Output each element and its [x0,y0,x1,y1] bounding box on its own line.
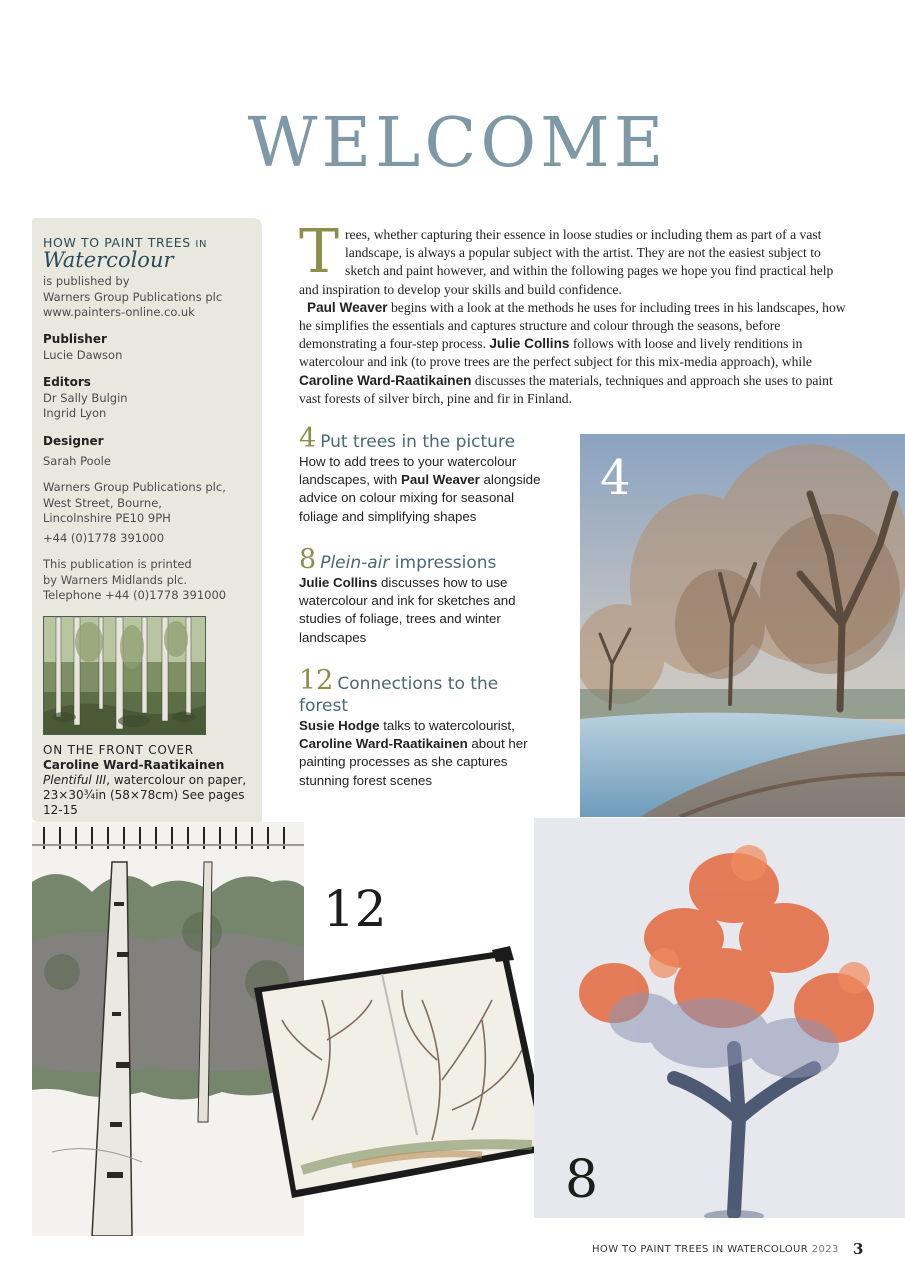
publisher-company: Warners Group Publications plc [43,289,223,304]
footer-year: 2023 [811,1244,839,1255]
intro-text-2a: begins with a look at the methods he uses for including trees in his landscapes, how he simplifies the essentials and captures structure and colour through the seasons, before demonstrating a four-step process. [299,299,846,352]
entry-desc-text: How to add trees to your watercolour landscapes, with [299,454,517,488]
contents-entry[interactable] [299,423,549,526]
address-line: Lincolnshire PE10 9PH [43,511,171,525]
contents-entry[interactable] [299,665,549,790]
intro-name: Paul Weaver [307,299,388,315]
cover-title: Plentiful III [43,773,107,787]
page-number-label: 8 [565,1150,599,1210]
magazine-title-script: Watercolour [43,248,174,272]
printer-phone: Telephone +44 (0)1778 391000 [43,588,227,602]
page-number-label: 4 [600,450,631,506]
cover-caption [43,743,253,818]
entry-desc-text: talks to watercolourist, [379,718,515,733]
entry-desc-name: Susie Hodge [299,718,380,733]
entry-desc-name: Julie Collins [299,575,378,590]
cover-details [43,773,253,818]
editor-name: Dr Sally Bulgin [43,390,128,405]
intro-paragraph-2 [299,299,855,408]
entry-description [299,574,549,647]
printer-info: by Warners Midlands plc. [43,572,188,587]
front-cover-thumbnail [43,616,206,735]
entry-page-number: 8 [299,544,317,575]
masthead-sidebar [32,218,262,822]
entry-title: Connections to the forest [299,674,499,716]
publisher-label: Publisher [43,332,107,346]
printer-info: This publication is printed [43,557,192,571]
website-link[interactable]: www.painters-online.co.uk [43,305,195,319]
page-number-label: 12 [323,880,387,938]
contents-entry[interactable] [299,544,549,647]
running-footer [592,1244,839,1255]
magazine-title-in: IN [195,239,208,250]
editors-label: Editors [43,375,91,389]
footer-title: HOW TO PAINT TREES IN WATERCOLOUR [592,1244,809,1255]
intro-text-1: rees, whether capturing their essence in loose studies or including them as part of a vast landscape, is always a popular subject with the artist. They are not the easiest subject to sketch and paint however, and within the following pages we hope you find practical help and inspiration to develop your skills and build confidence. [299,227,834,297]
entry-page-number: 12 [299,665,334,696]
cover-label: ON THE FRONT COVER [43,743,194,757]
entry-description [299,717,549,790]
drop-cap: T [299,217,340,287]
address-line: Warners Group Publications plc, [43,480,226,494]
published-by: is published by [43,274,130,288]
cover-size: , watercolour on paper, 23×30¾in (58×78cm) See pages 12-15 [43,773,247,817]
intro-text-2b: follows with loose and lively renditions in watercolour and ink (to prove trees are the perfect subject for this mix-media approach), while [299,336,812,370]
entry-page-number: 4 [299,423,317,454]
entry-title-italic: Plein-air [320,553,390,573]
entry-desc-name: Caroline Ward-Raatikainen [299,736,468,752]
entry-desc-text: alongside advice on colour mixing for seasonal foliage and simplifying shapes [299,472,541,524]
cover-artist: Caroline Ward-Raatikainen [43,758,225,772]
phone-number: +44 (0)1778 391000 [43,530,165,545]
designer-name: Sarah Poole [43,453,111,468]
entry-desc-text: discusses how to use watercolour and ink for sketches and studies of foliage, trees and winter landscapes [299,575,516,645]
designer-label: Designer [43,434,104,448]
intro-name: Julie Collins [489,336,570,352]
page-title: WELCOME [247,104,668,183]
intro-paragraph-1 [299,217,855,299]
entry-title: impressions [389,553,497,573]
entry-description [299,453,549,526]
open-sketchbook-image [252,940,552,1205]
entry-title: Put trees in the picture [320,432,516,452]
intro-text-2c: discusses the materials, techniques and approach she uses to paint vast forests of silver birch, pine and fir in Finland. [299,372,833,406]
editor-name: Ingrid Lyon [43,406,107,420]
intro-name: Caroline Ward-Raatikainen [299,372,472,388]
address-line: West Street, Bourne, [43,495,162,510]
page-number: 3 [853,1240,864,1258]
magazine-title-text: HOW TO PAINT TREES [43,235,191,250]
publisher-name: Lucie Dawson [43,347,123,362]
entry-desc-name: Paul Weaver [401,472,480,488]
intro-text [299,217,855,408]
entry-desc-text: about her painting processes as she captures stunning forest scenes [299,736,528,788]
